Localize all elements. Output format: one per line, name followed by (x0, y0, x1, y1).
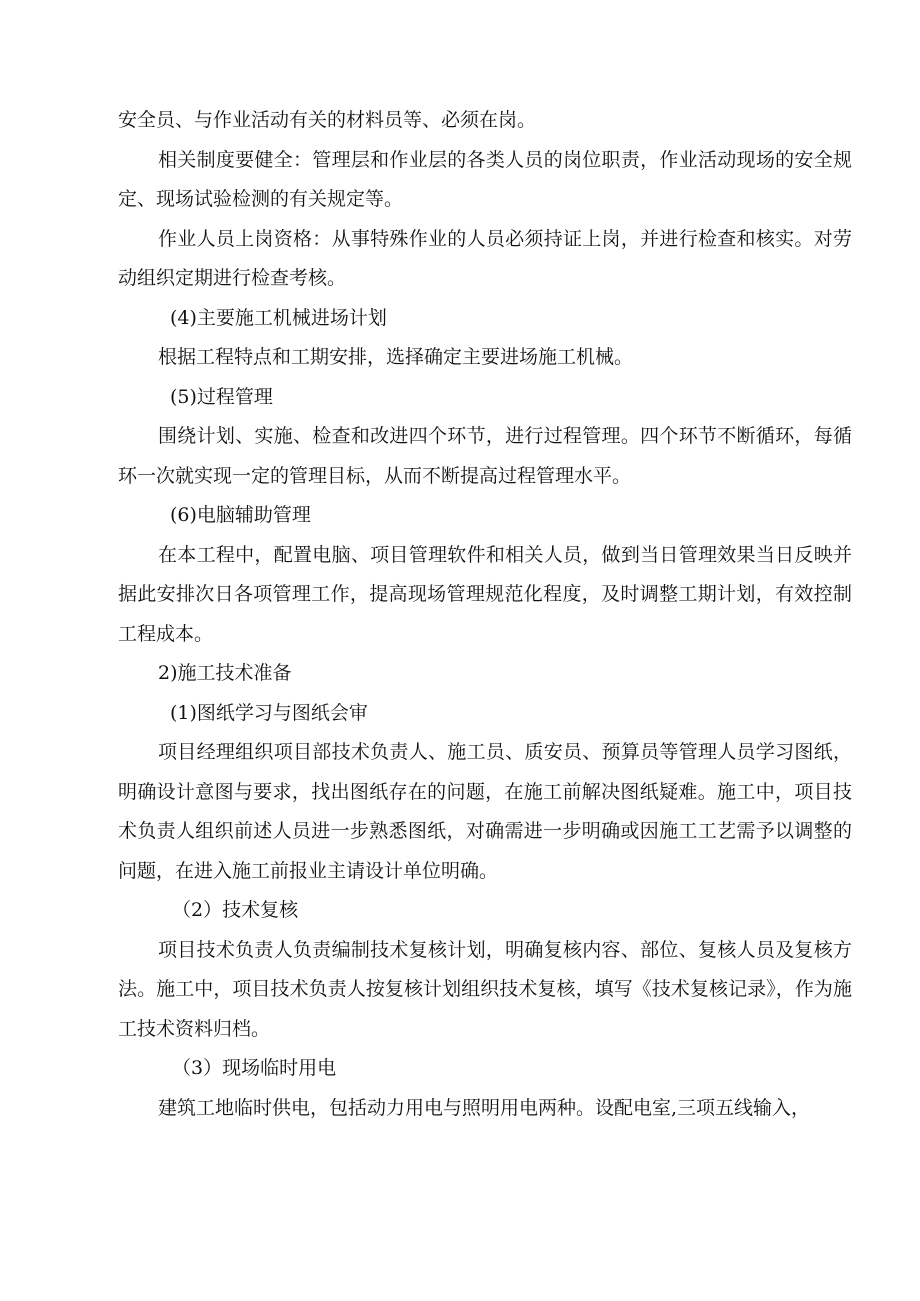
paragraph-temporary-power: 建筑工地临时供电，包括动力用电与照明用电两种。设配电室,三项五线输入， (158, 1096, 811, 1119)
heading-computer-management: (6)电脑辅助管理 (170, 504, 311, 526)
paragraph-process-management: 围绕计划、实施、检查和改进四个环节，进行过程管理。四个环节不断循环，每循环一次就实现一定的管理目标，从而不断提高过程管理水平。 (118, 425, 852, 487)
paragraph-technical-check: 项目技术负责人负责编制技术复核计划，明确复核内容、部位、复核人员及复核方法。施工中，项目技术负责人按复核计划组织技术复核，填写《技术复核记录》，作为施工技术资料归档。 (118, 938, 852, 1040)
heading-temporary-power: （3）现场临时用电 (172, 1057, 337, 1079)
heading-process-management: (5)过程管理 (170, 385, 273, 408)
document-body (118, 101, 852, 1128)
paragraph-drawing-review: 项目经理组织项目部技术负责人、施工员、质安员、预算员等管理人员学习图纸，明确设计意图与要求，找出图纸存在的问题，在施工前解决图纸疑难。施工中，项目技术负责人组织前述人员进一步熟悉图纸，对确需进一步明确或因施工工艺需予以调整的问题，在进入施工前报业主请设计单位明确。 (118, 741, 852, 882)
heading-technical-preparation: 2)施工技术准备 (158, 662, 292, 684)
paragraph-worker-qualification: 作业人员上岗资格：从事特殊作业的人员必须持证上岗，并进行检查和核实。对劳动组织定期进行检查考核。 (118, 227, 852, 289)
heading-technical-check: （2）技术复核 (172, 899, 299, 921)
heading-drawing-review: (1)图纸学习与图纸会审 (170, 701, 368, 724)
paragraph-machinery: 根据工程特点和工期安排，选择确定主要进场施工机械。 (158, 346, 634, 368)
paragraph-continuation: 安全员、与作业活动有关的材料员等、必须在岗。 (118, 109, 537, 131)
paragraph-system-rules: 相关制度要健全：管理层和作业层的各类人员的岗位职责，作业活动现场的安全规定、现场试验检测的有关规定等。 (118, 148, 852, 210)
heading-machinery-plan: (4)主要施工机械进场计划 (170, 306, 387, 329)
paragraph-computer-management: 在本工程中，配置电脑、项目管理软件和相关人员，做到当日管理效果当日反映并据此安排次日各项管理工作，提高现场管理规范化程度，及时调整工期计划，有效控制工程成本。 (118, 543, 852, 645)
